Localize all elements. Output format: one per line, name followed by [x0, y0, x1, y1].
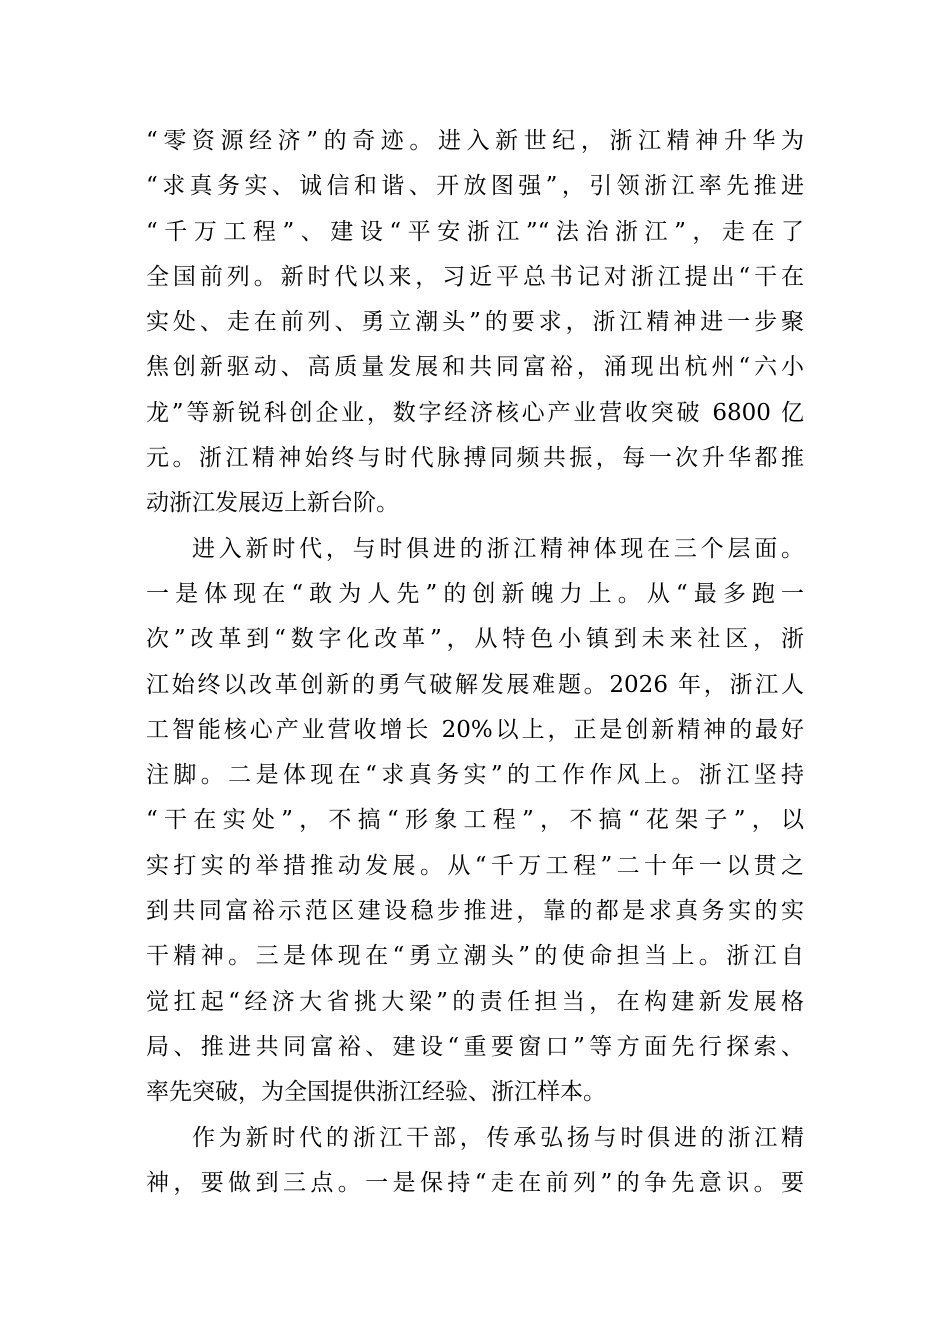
paragraph-1 — [146, 119, 804, 527]
text-line: 干精神。三是体现在“勇立潮头”的使命担当上。浙江自 — [146, 943, 804, 970]
text-line: “求真务实、诚信和谐、开放图强”，引领浙江率先推进 — [146, 173, 804, 200]
text-line: “零资源经济”的奇迹。进入新世纪，浙江精神升华为 — [146, 128, 804, 154]
text-line: 实打实的举措推动发展。从“千万工程”二十年一以贯之 — [146, 852, 804, 879]
text-line: “干在实处”，不搞“形象工程”，不搞“花架子”，以 — [146, 807, 804, 834]
paragraph-3 — [146, 1116, 804, 1207]
paragraph-2 — [146, 527, 804, 1116]
text-line: 江始终以改革创新的勇气破解发展难题。2026 年，浙江人 — [146, 671, 804, 698]
text-line: 工智能核心产业营收增长 20%以上，正是创新精神的最好 — [146, 716, 804, 743]
text-line: 局、推进共同富裕、建设“重要窗口”等方面先行探索、 — [146, 1033, 804, 1060]
text-line: 一是体现在“敢为人先”的创新魄力上。从“最多跑一 — [146, 580, 804, 607]
text-line: 注脚。二是体现在“求真务实”的工作作风上。浙江坚持 — [146, 762, 804, 789]
document-body — [146, 119, 804, 1206]
text-line: 焦创新驱动、高质量发展和共同富裕，涌现出杭州“六小 — [146, 354, 804, 381]
text-line: “千万工程”、建设“平安浙江”“法治浙江”，走在了 — [146, 218, 804, 245]
text-line: 到共同富裕示范区建设稳步推进，靠的都是求真务实的实 — [146, 898, 804, 925]
text-line: 进入新时代，与时俱进的浙江精神体现在三个层面。 — [192, 535, 804, 562]
text-line: 作为新时代的浙江干部，传承弘扬与时俱进的浙江精 — [192, 1124, 804, 1151]
text-line: 次”改革到“数字化改革”，从特色小镇到未来社区，浙 — [146, 626, 804, 653]
text-line: 实处、走在前列、勇立潮头”的要求，浙江精神进一步聚 — [146, 309, 804, 336]
text-line: 动浙江发展迈上新台阶。 — [146, 490, 399, 517]
text-line: 元。浙江精神始终与时代脉搏同频共振，每一次升华都推 — [146, 445, 804, 472]
text-line: 龙”等新锐科创企业，数字经济核心产业营收突破 6800 亿 — [146, 399, 804, 426]
text-line: 全国前列。新时代以来，习近平总书记对浙江提出“干在 — [146, 263, 804, 290]
text-line: 神，要做到三点。一是保持“走在前列”的争先意识。要 — [146, 1169, 804, 1196]
text-line: 率先突破，为全国提供浙江经验、浙江样本。 — [146, 1079, 606, 1106]
text-line: 觉扛起“经济大省挑大梁”的责任担当，在构建新发展格 — [146, 988, 804, 1015]
